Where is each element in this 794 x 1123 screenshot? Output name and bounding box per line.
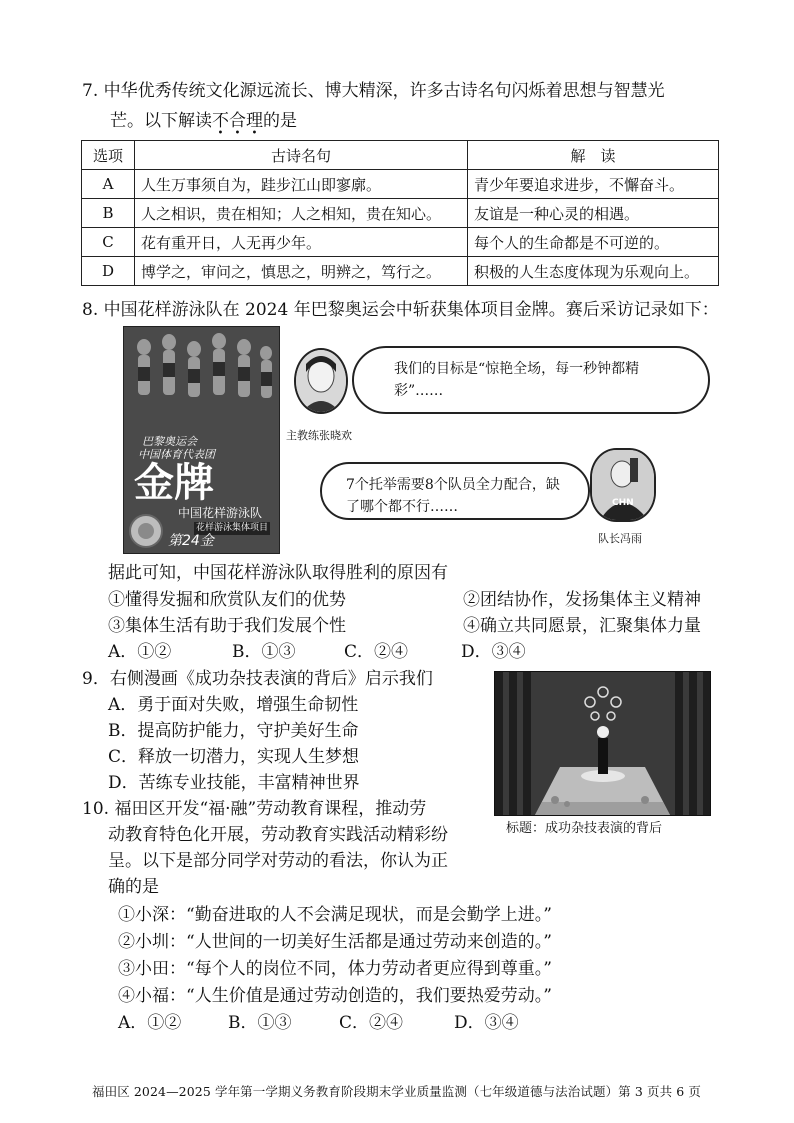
emphasis-char: 合 xyxy=(229,111,246,131)
q10-stem-line3: 呈。以下是部分同学对劳动的看法，你认为正 xyxy=(108,851,448,871)
poster-gold-title: 金牌 xyxy=(134,460,214,506)
coach-face-icon xyxy=(296,350,346,412)
comic-caption: 标题：成功杂技表演的背后 xyxy=(506,821,663,836)
q9-stem xyxy=(82,666,433,692)
q9-choice-c: C．释放一切潜力，实现人生梦想 xyxy=(108,747,360,767)
row-option: B xyxy=(82,199,135,228)
q7-line2 xyxy=(110,108,297,134)
header-reading: 解 读 xyxy=(468,141,719,170)
q10-item-4: ④小福：“人生价值是通过劳动创造的，我们要热爱劳动。” xyxy=(118,986,552,1006)
q9-stem-text: 右侧漫画《成功杂技表演的背后》启示我们 xyxy=(109,669,433,689)
row-reading: 青少年要追求进步，不懈奋斗。 xyxy=(468,170,719,199)
table-row xyxy=(82,257,719,286)
q8-item-2: ②团结协作，发扬集体主义精神 xyxy=(463,590,701,610)
table-header-row xyxy=(82,141,719,170)
captain-jersey-text: CHN xyxy=(612,498,634,508)
coach-portrait xyxy=(294,348,348,414)
q10-choice-b: B．①③ xyxy=(228,1013,292,1033)
table-row xyxy=(82,228,719,257)
q8-item-4: ④确立共同愿景，汇聚集体力量 xyxy=(463,616,701,636)
poem-table xyxy=(81,140,719,286)
q8-choice-b: B．①③ xyxy=(232,642,296,662)
captain-portrait xyxy=(590,448,656,522)
coach-caption: 主教练张晓欢 xyxy=(286,429,352,442)
q8-conclusion: 据此可知，中国花样游泳队取得胜利的原因有 xyxy=(108,563,448,583)
q10-line1 xyxy=(82,796,426,822)
table-row xyxy=(82,170,719,199)
q10-stem-line4: 确的是 xyxy=(108,877,159,897)
page-footer: 福田区 2024—2025 学年第一学期义务教育阶段期末学业质量监测（七年级道德与法治试题）第 3 页共 6 页 xyxy=(92,1084,701,1099)
q8-item-3: ③集体生活有助于我们发展个性 xyxy=(108,616,346,636)
row-option: D xyxy=(82,257,135,286)
q8-stem xyxy=(82,297,719,323)
row-poem: 花有重开日，人无再少年。 xyxy=(135,228,468,257)
emphasis-char: 不 xyxy=(212,111,229,131)
q9-number: 9． xyxy=(82,669,110,689)
q8-choice-a: A．①② xyxy=(108,642,172,662)
interview-panel xyxy=(282,330,718,552)
row-poem: 人生万事须自为，跬步江山即寥廓。 xyxy=(135,170,468,199)
q9-choice-d: D．苦练专业技能，丰富精神世界 xyxy=(108,773,360,793)
q10-choice-d: D．③④ xyxy=(454,1013,519,1033)
q10-stem-line2: 动教育特色化开展，劳动教育实践活动精彩纷 xyxy=(108,825,448,845)
captain-photo-icon xyxy=(592,450,654,520)
q10-stem-line1: 福田区开发“福·融”劳动教育课程，推动劳 xyxy=(114,799,427,819)
header-option: 选项 xyxy=(82,141,135,170)
q8-stem-text: 中国花样游泳队在 2024 年巴黎奥运会中斩获集体项目金牌。赛后采访记录如下： xyxy=(103,300,719,320)
gold-medal-poster xyxy=(123,326,280,554)
row-reading: 每个人的生命都是不可逆的。 xyxy=(468,228,719,257)
q7-line1 xyxy=(82,78,665,104)
poster-team: 中国花样游泳队 xyxy=(178,506,263,520)
q7-stem-line2-post: 的是 xyxy=(263,111,297,131)
coach-speech-bubble: 我们的目标是“惊艳全场，每一秒钟都精彩”…… xyxy=(352,346,710,414)
q10-choice-a: A．①② xyxy=(118,1013,182,1033)
row-poem: 人之相识，贵在相知；人之相知，贵在知心。 xyxy=(135,199,468,228)
q10-item-3: ③小田：“每个人的岗位不同，体力劳动者更应得到尊重。” xyxy=(118,959,552,979)
q9-choice-a: A．勇于面对失败，增强生命韧性 xyxy=(108,695,359,715)
q10-number: 10. xyxy=(82,799,110,819)
poster-line1: 巴黎奥运会 xyxy=(142,435,197,448)
emphasis-char: 理 xyxy=(246,111,263,131)
table-row xyxy=(82,199,719,228)
q10-choice-c: C．②④ xyxy=(339,1013,404,1033)
acrobat-comic xyxy=(494,671,711,816)
poster-count: 第24金 xyxy=(168,533,214,549)
q8-number: 8. xyxy=(82,300,99,320)
stage-performer-illustration xyxy=(495,672,710,815)
captain-caption: 队长冯雨 xyxy=(598,532,642,545)
poster-line2: 中国体育代表团 xyxy=(138,448,215,461)
q8-item-1: ①懂得发掘和欣赏队友们的优势 xyxy=(108,590,346,610)
poster-event: 花样游泳集体项目 xyxy=(196,523,269,533)
captain-speech-bubble: 7个托举需要8个队员全力配合，缺了哪个都不行…… xyxy=(320,462,590,520)
q10-item-1: ①小深：“勤奋进取的人不会满足现状，而是会勤学上进。” xyxy=(118,905,552,925)
row-reading: 友谊是一种心灵的相遇。 xyxy=(468,199,719,228)
row-poem: 博学之，审问之，慎思之，明辨之，笃行之。 xyxy=(135,257,468,286)
q7-stem-line1: 中华优秀传统文化源远流长、博大精深，许多古诗名句闪烁着思想与智慧光 xyxy=(103,81,665,101)
row-option: A xyxy=(82,170,135,199)
q8-choice-c: C．②④ xyxy=(344,642,409,662)
q9-choice-b: B．提高防护能力，守护美好生命 xyxy=(108,721,359,741)
q7-number: 7. xyxy=(82,81,99,101)
row-reading: 积极的人生态度体现为乐观向上。 xyxy=(468,257,719,286)
row-option: C xyxy=(82,228,135,257)
q7-stem-line2-pre: 芒。以下解读 xyxy=(110,111,212,131)
q10-item-2: ②小圳：“人世间的一切美好生活都是通过劳动来创造的。” xyxy=(118,932,552,952)
q8-choice-d: D．③④ xyxy=(461,642,526,662)
header-poem: 古诗名句 xyxy=(135,141,468,170)
